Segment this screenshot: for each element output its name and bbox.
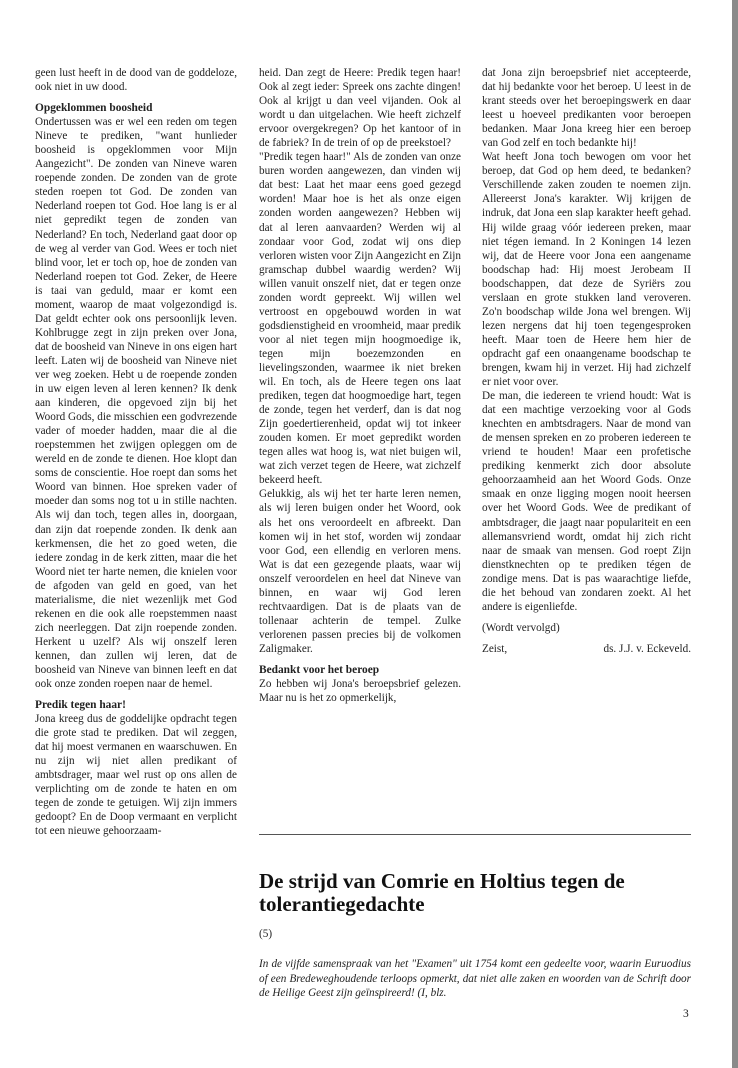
paragraph: heid. Dan zegt de Heere: Predik tegen haar! Ook al zegt ieder: Spreek ons zachte dingen! Ook al krijgt u dan veel vijanden. Ook al wordt u dan uitgelachen. Wie heeft zichzelf ervoor overgekregen? Op het kantoor of in de fabriek? In de trein of op de preekstoel? xyxy=(259,67,461,150)
continuation-note: (Wordt vervolgd) xyxy=(482,621,560,634)
article-intro: In de vijfde samenspraak van het "Examen" uit 1754 komt een gedeelte voor, waarin Euruodius of een Bredeweghoudende terloops opmerkt, dat niet alle zaken en woorden van de Schrift door de Heilige Geest zijn geïnspireerd! (I, blz. xyxy=(259,958,691,999)
signature-place: Zeist, xyxy=(482,642,508,655)
text-column-1 xyxy=(35,66,237,839)
section-heading: Predik tegen haar! xyxy=(35,699,126,712)
signature-author: ds. J.J. v. Eckeveld. xyxy=(603,642,691,655)
text-column-2 xyxy=(259,66,461,705)
paragraph: Jona kreeg dus de goddelijke opdracht tegen die grote stad te prediken. Dat wil zeggen, dat hij moest vermanen en waarschuwen. En nu zijn wij niet allen predikant of ambtsdrager, maar wel rust op ons allen de verplichting om de zonde te haten en om tegen de zonde te getuigen. Wij zijn immers gedoopt? En de Doop vermaant en verplicht tot een nieuwe gehoorzaam- xyxy=(35,713,237,838)
section-heading: Bedankt voor het beroep xyxy=(259,663,380,676)
article-part-number: (5) xyxy=(259,928,273,940)
paragraph: Wat heeft Jona toch bewogen om voor het beroep, dat God op hem deed, te bedanken? Verschillende zaken zouden te noemen zijn. Allereerst Jona's karakter. Wij krijgen de indruk, dat Jona een slap karakter heeft gehad. Hij wilde graag vóór iedereen preken, maar niet tégen iemand. In 2 Koningen 14 lezen wij, dat de Heere voor Jona een aangename boodschap had: Hij moest Jerobeam II boodschappen, dat deze de Syriërs zou verslaan en grote stukken land veroveren. Zo'n boodschap wilde Jona wel brengen. Wij lezen nergens dat hij toen tegengesproken heeft. Maar toen de Heere hem hier de opdracht gaf een onaangename boodschap te brengen, kwam hij in verzet. Hij had zichzelf er niet voor over. xyxy=(482,151,691,389)
paragraph: De man, die iedereen te vriend houdt: Wat is dat een machtige verzoeking voor al Gods knechten en ambtsdragers. Naar de mond van de mensen spreken en zo proberen iedereen te vriend te houden! Maar een profetische prediking kenmerkt zich door absolute gehoorzaamheid aan het Woord Gods. Onze smaak en onze ligging mogen nooit heersen over het Woord Gods. Wee de predikant of ambtsdrager, die jaagt naar populariteit en een allemansvriend wordt, omdat hij zich richt naar de smaak van mensen. God roept Zijn dienstknechten op te prediken tégen de zondige mens. Dat is pas waarachtige liefde, die het behoud van zondaren zoekt. Al het andere is eigenliefde. xyxy=(482,390,691,613)
article-divider xyxy=(259,834,691,835)
section-heading: Opgeklommen boosheid xyxy=(35,102,153,115)
article-title: De strijd van Comrie en Holtius tegen de tolerantiegedachte xyxy=(259,869,625,916)
paragraph: Ondertussen was er wel een reden om tegen Nineve te prediken, "want hunlieder boosheid is opgeklommen voor Mijn Aangezicht". De zonden van Nineve waren roepende zonden. De zonden van de grote steden roepen tot God. De zonden van Nederland roepen tot God. Hoe lang is er al niet gepredikt tegen de zonden van Nederland? En toch, Nederland gaat door op de weg al verder van God. Wees er toch niet blind voor, let er toch op, hoe de zonden van Nederland roepen tot God. Zeker, de Heere is taai van geduld, maar er komt een moment, waarop de maat volgezondigd is. Dat geldt echter ook ons persoonlijk leven. Kohlbrugge zegt in zijn preken over Jona, dat de boosheid van Nineve in ons eigen hart leeft. Laten wij de boosheid van Nineve niet ver weg zoeken. Hebt u de roepende zonden in uw eigen leven al leren kennen? Ik denk aan kinderen, die opgevoed zijn bij het Woord Gods, die misschien een godvrezende vader of moeder hadden, maar die al die roepstemmen het zwijgen opleggen om de wereld en de zonde te dienen. Hoe klopt dan soms de conscientie. Hoe roept dan soms het Woord van binnen. Hoe spreken vader of moeder dan soms nog tot u in stille nachten. Als wij dan toch, tegen alles in, doorgaan, dan zijn dat roepende zonden. Ik denk aan kerkmensen, die het zo goed weten, die iedere zondag in de kerk zitten, maar die het Woord niet ter harte nemen, die knielen voor de afgoden van geld en goed, van het materialisme, die niet wezenlijk met God rekenen en die ook alle roepstemmen naast zich neerleggen. Dat zijn roepende zonden. Herkent u uzelf? Als wij onszelf leren kennen, dan zullen wij leren, dat de boosheid van Nineve van binnen leeft en dat ook onze zonden roepen naar de hemel. xyxy=(35,116,237,691)
page-number: 3 xyxy=(683,1008,689,1020)
page-edge-shadow xyxy=(732,0,738,1068)
paragraph: Gelukkig, als wij het ter harte leren nemen, als wij leren buigen onder het Woord, ook als het ons veroordeelt en afbreekt. Dan komen wij in het stof, worden wij zondaar voor God, een ellendig en verloren mens. Wat is dat een gezegende plaats, waar wij onszelf veroordelen en heel dat Nineve van binnen, en waar wij God leren rechtvaardigen. Dat is de plaats van de tollenaar achterin de tempel. Zulke verlorenen passen precies bij de volkomen Zaligmaker. xyxy=(259,488,461,655)
paragraph: geen lust heeft in de dood van de goddeloze, ook niet in uw dood. xyxy=(35,67,237,94)
text-column-3 xyxy=(482,66,691,656)
paragraph: "Predik tegen haar!" Als de zonden van onze buren worden aangewezen, dan vinden wij dat best: Laat het maar eens goed gezegd worden! Maar hoe is het als onze eigen zonden worden aangewezen? Hebben wij dat al leren aanvaarden? Werden wij al zondaar voor God, zodat wij ons diep verloren wisten voor Zijn Aangezicht en Zijn gramschap dubbel waardig werden? Wij willen vanuit onszelf niet, dat er tegen onze zonden wordt gepreekt. Wij willen wel vertroost en opgebouwd worden in wat godsdienstigheid en vroomheid, maar predik voor al niet tegen mijn hoogmoedige ik, tegen mijn boezemzonden en lievelingszonden, waarmee ik niet breken wil. En toch, als de Heere tegen ons laat prediken, tegen dat hoogmoedige hart, tegen de zonde, tegen het verderf, dan is dat nog Zijn goedertierenheid, opdat wij tot inkeer zouden komen. Er moet gepredikt worden tegen alles wat hoog is, wat niet buigen wil, wat zich verzet tegen de Heere, wat zichzelf bekeerd heeft. xyxy=(259,151,461,487)
paragraph: Zo hebben wij Jona's beroepsbrief gelezen. Maar nu is het zo opmerkelijk, xyxy=(259,678,461,705)
paragraph: dat Jona zijn beroepsbrief niet accepteerde, dat hij bedankte voor het beroep. U leest in de krant steeds over het beroepingswerk en daar leest u hoeveel predikanten voor beroepen bedanken. Maar Jona kreeg hier een beroep van God zelf en toch bedankte hij! xyxy=(482,67,691,150)
signature-line xyxy=(482,642,691,656)
